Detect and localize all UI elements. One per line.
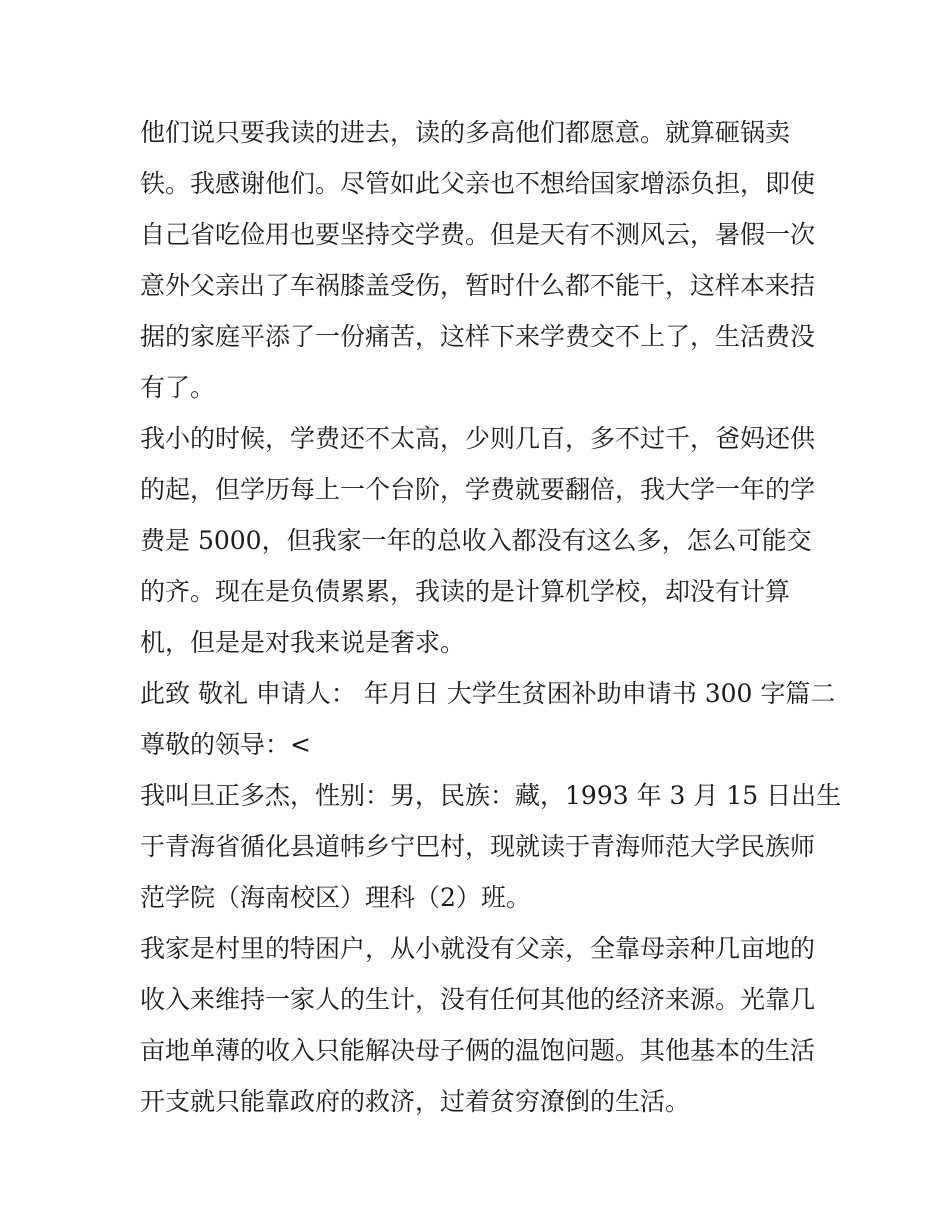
text-line: 他们说只要我读的进去，读的多高他们都愿意。就算砸锅卖 [140,118,791,147]
text-line: 自己省吃俭用也要坚持交学费。但是天有不测风云，暑假一次 [140,220,816,249]
text-line: 尊敬的领导：< [140,730,311,759]
text-line: 于青海省循化县道帏乡宁巴村，现就读于青海师范大学民族师 [140,832,816,861]
text-line: 此致 敬礼 申请人： 年月日 大学生贫困补助申请书 300 字篇二 [140,679,836,708]
text-line: 收入来维持一家人的生计，没有任何其他的经济来源。光靠几 [140,985,816,1014]
text-line: 有了。 [140,373,216,402]
text-line: 开支就只能靠政府的救济，过着贫穷潦倒的生活。 [140,1087,691,1116]
text-line: 据的家庭平添了一份痛苦，这样下来学费交不上了，生活费没 [140,322,816,351]
text-line: 亩地单薄的收入只能解决母子俩的温饱问题。其他基本的生活 [140,1036,816,1065]
text-line: 我家是村里的特困户，从小就没有父亲，全靠母亲种几亩地的 [140,934,816,963]
text-line: 我叫旦正多杰，性别：男，民族：藏，1993 年 3 月 15 日出生 [140,781,842,810]
text-line: 费是 5000，但我家一年的总收入都没有这么多，怎么可能交 [140,526,812,555]
text-line: 我小的时候，学费还不太高，少则几百，多不过千，爸妈还供 [140,424,816,453]
document-body [140,107,842,1127]
text-line: 机，但是是对我来说是奢求。 [140,628,466,657]
text-line: 的起，但学历每上一个台阶，学费就要翻倍，我大学一年的学 [140,475,816,504]
text-line: 范学院（海南校区）理科（2）班。 [140,883,531,912]
text-line: 铁。我感谢他们。尽管如此父亲也不想给国家增添负担，即使 [140,169,816,198]
text-line: 的齐。现在是负债累累，我读的是计算机学校，却没有计算 [140,577,791,606]
text-line: 意外父亲出了车祸膝盖受伤，暂时什么都不能干，这样本来拮 [140,271,816,300]
